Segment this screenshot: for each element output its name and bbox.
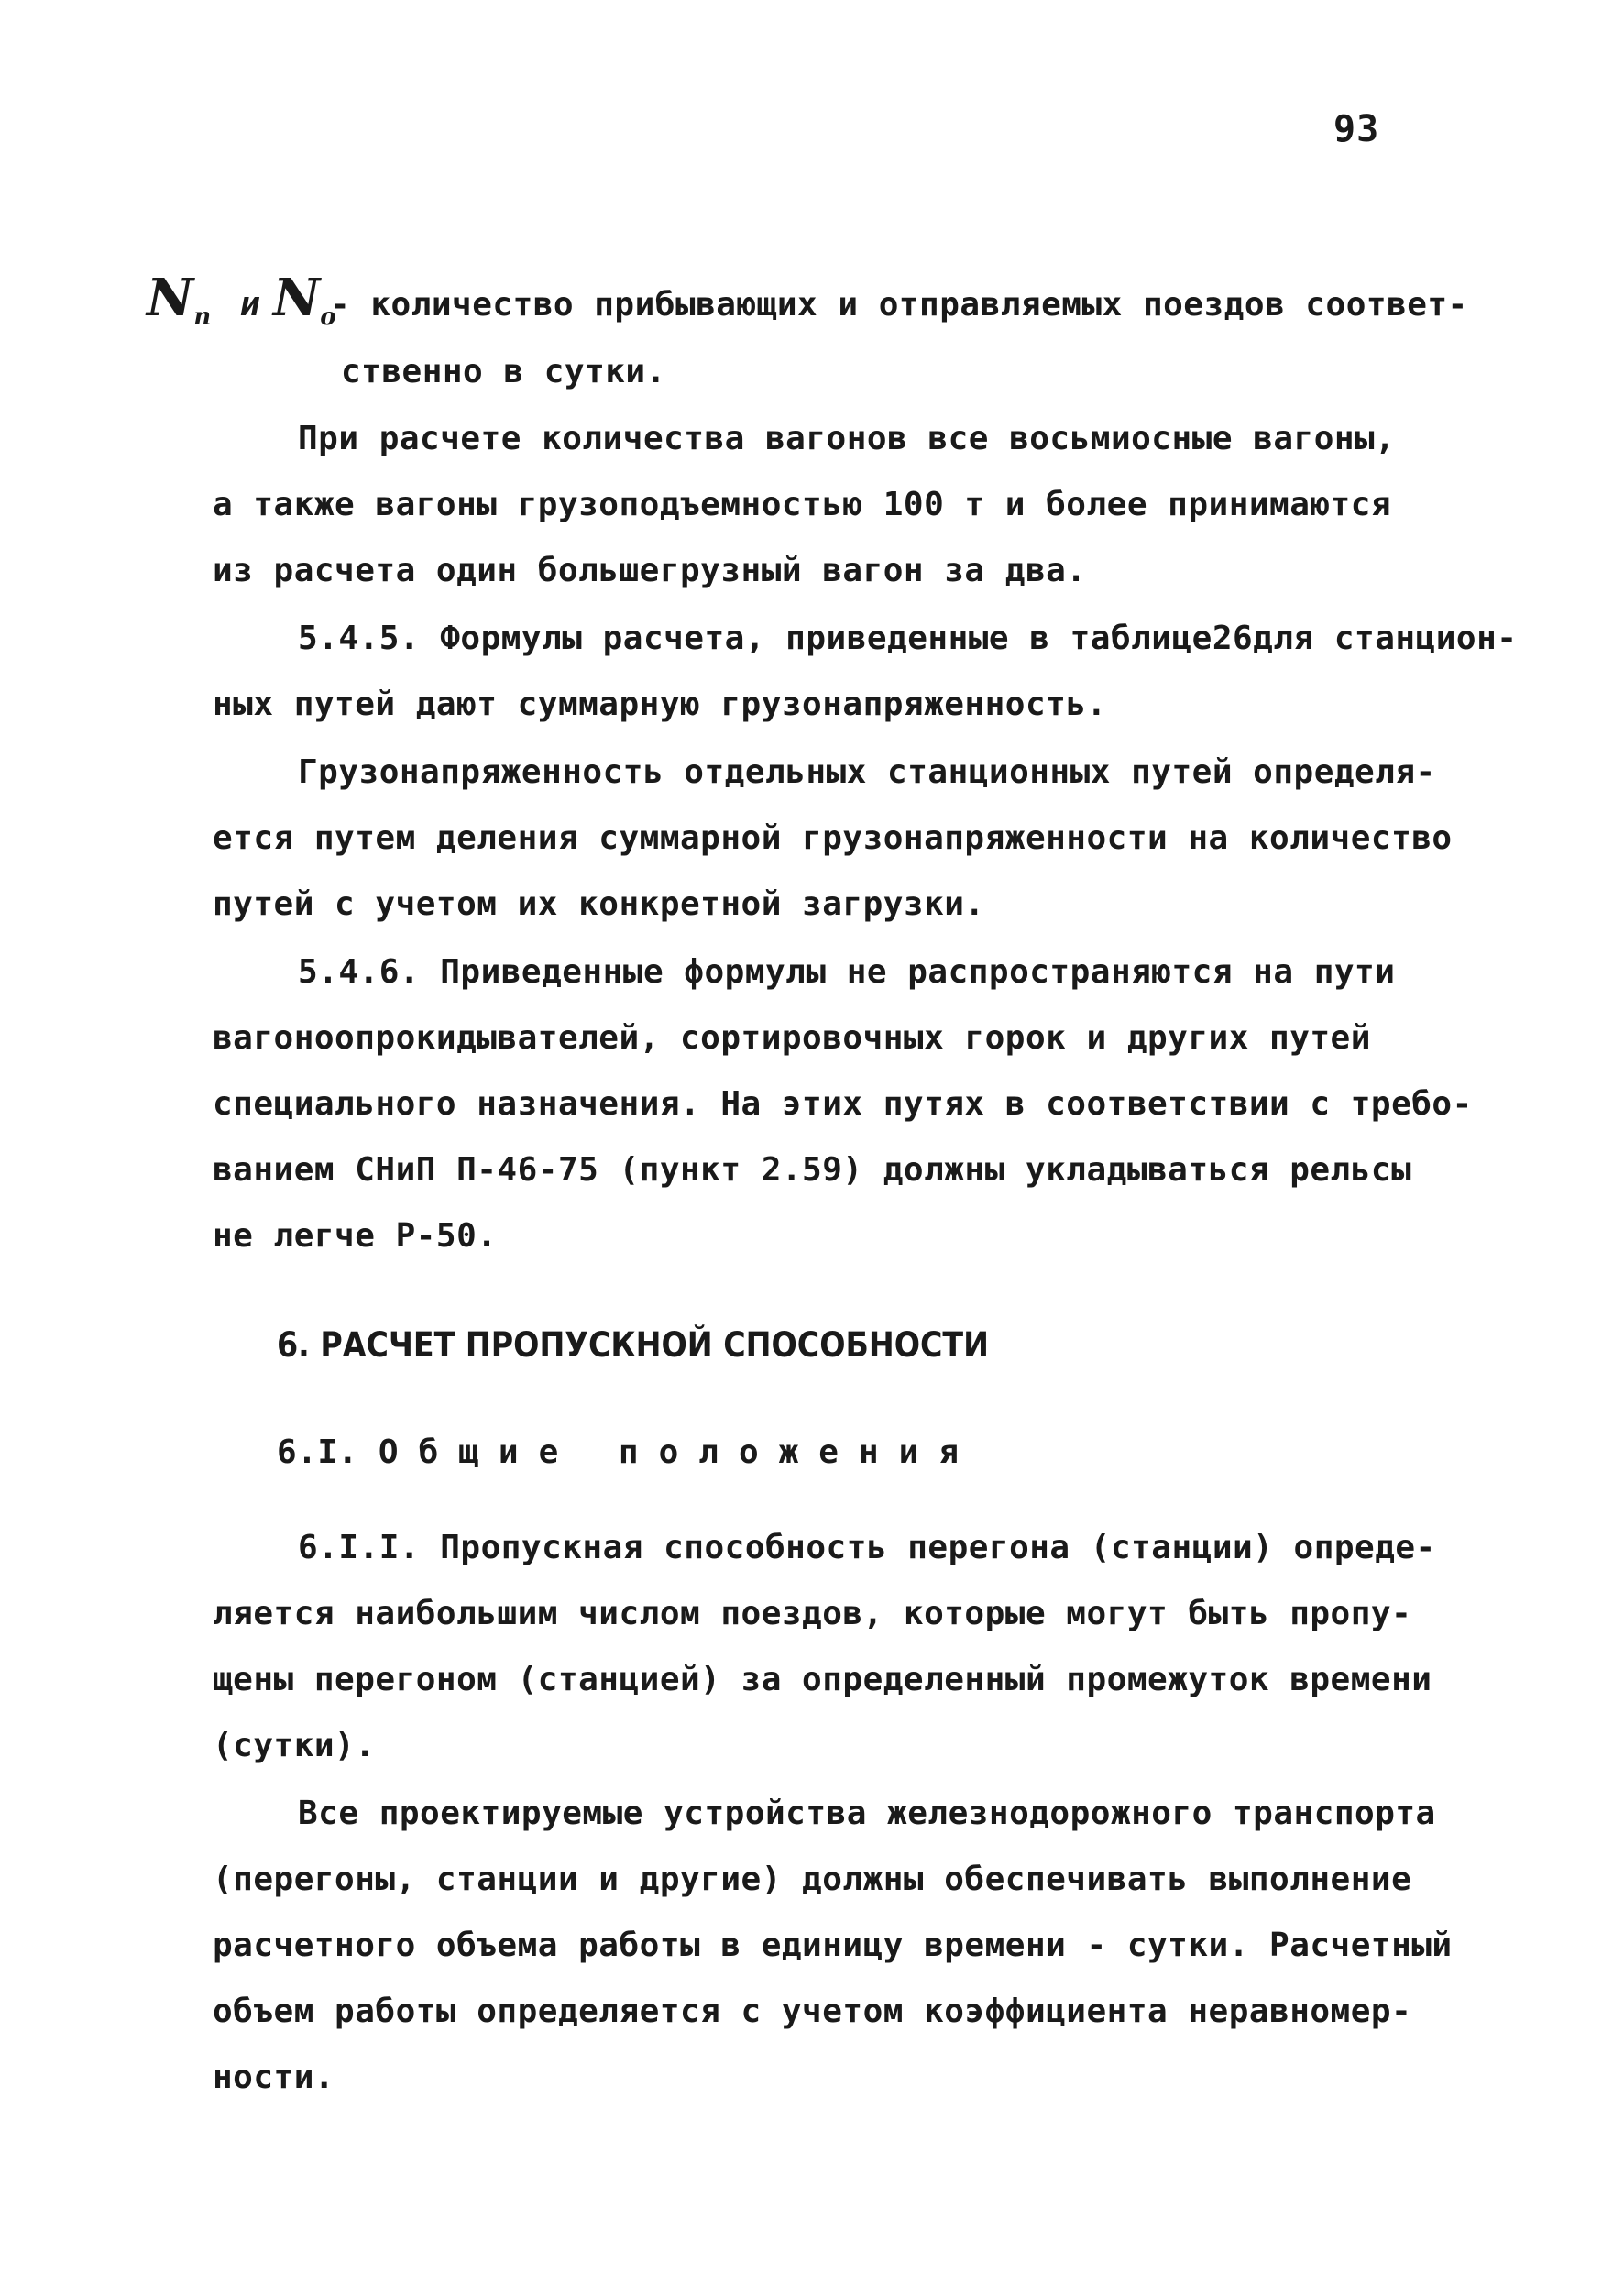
paragraph-line: ванием СНиП П-46-75 (пункт 2.59) должны укладываться рельсы — [213, 1151, 1412, 1189]
paragraph-line: щены перегоном (станцией) за определенный промежуток времени — [213, 1661, 1432, 1698]
paragraph-line: ется путем деления суммарной грузонапряженности на количество — [213, 819, 1453, 857]
paragraph-line: ляется наибольшим числом поездов, которые могут быть пропу- — [213, 1595, 1412, 1632]
symbol-n-depart: $N_о$ — [273, 268, 336, 331]
paragraph-line: из расчета один большегрузный вагон за два. — [213, 552, 1087, 589]
page-number: 93 — [1333, 108, 1380, 150]
definition-line: ственно в сутки. — [341, 353, 666, 390]
subsection-number: 6.I. — [277, 1433, 358, 1471]
paragraph-line: (сутки). — [213, 1727, 376, 1764]
paragraph-line: а также вагоны грузоподъемностью 100 т и более принимаются — [213, 486, 1392, 523]
subsection-heading — [277, 1433, 979, 1471]
definition-line: - количество прибывающих и отправляемых поездов соответ- — [330, 286, 1468, 324]
section-heading: 6. РАСЧЕТ ПРОПУСКНОЙ СПОСОБНОСТИ — [277, 1325, 989, 1365]
paragraph-line: Все проектируемые устройства железнодорожного транспорта — [298, 1795, 1436, 1832]
paragraph-line: специального назначения. На этих путях в соответствии с требо- — [213, 1085, 1473, 1123]
paragraph-line: 6.I.I. Пропускная способность перегона (станции) опреде- — [298, 1529, 1436, 1566]
paragraph-line: ных путей дают суммарную грузонапряженность. — [213, 686, 1107, 723]
symbol-connector: и — [240, 286, 261, 324]
paragraph-line: не легче Р-50. — [213, 1217, 498, 1255]
paragraph-line: Грузонапряженность отдельных станционных путей определя- — [298, 753, 1436, 791]
paragraph-line: путей с учетом их конкретной загрузки. — [213, 885, 985, 923]
paragraph-line: 5.4.5. Формулы расчета, приведенные в таблице26для станцион- — [298, 620, 1518, 657]
paragraph-line: расчетного объема работы в единицу времени - сутки. Расчетный — [213, 1927, 1453, 1964]
paragraph-line: При расчете количества вагонов все восьмиосные вагоны, — [298, 420, 1396, 457]
paragraph-line: (перегоны, станции и другие) должны обеспечивать выполнение — [213, 1861, 1412, 1898]
paragraph-line: ности. — [213, 2059, 335, 2096]
paragraph-line: объем работы определяется с учетом коэффициента неравномер- — [213, 1993, 1412, 2030]
paragraph-line: 5.4.6. Приведенные формулы не распространяются на пути — [298, 953, 1396, 991]
paragraph-line: вагоноопрокидывателей, сортировочных горок и других путей — [213, 1019, 1371, 1057]
symbol-n-arrive: $N_п$ — [147, 268, 212, 331]
subsection-title: Общие положения — [378, 1433, 979, 1471]
